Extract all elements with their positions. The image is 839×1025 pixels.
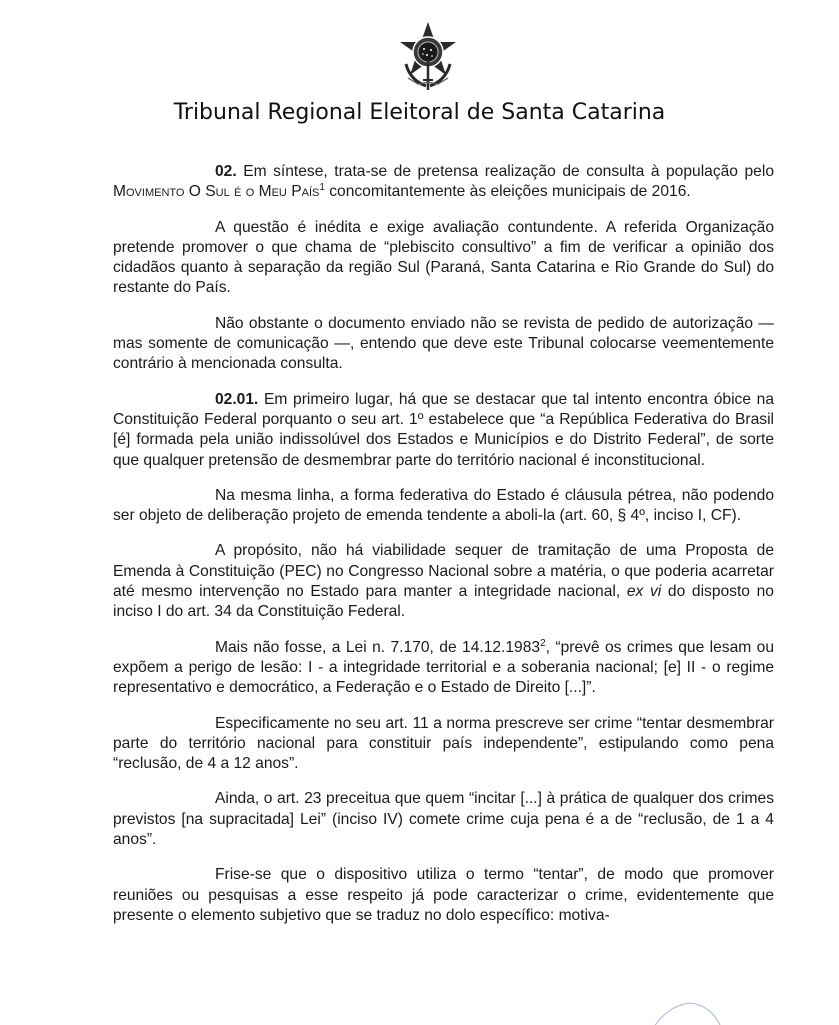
brazil-coat-of-arms-icon: [396, 20, 460, 94]
paragraph-text-segment: 2: [540, 637, 546, 649]
paragraph: [113, 162, 774, 203]
paragraph: [113, 789, 774, 850]
paragraph-text-segment: Em síntese, trata-se de pretensa realização de consulta à população pelo: [236, 163, 774, 180]
paragraph-text-segment: A propósito, não há viabilidade sequer de tramitação de uma Proposta de Emenda à Constituição (PEC) no Congresso Nacional sobre a matéria, o que poderia acarretar até mesmo intervenção no Estado para manter a integridade nacional,: [113, 542, 774, 601]
paragraph-text-segment: Especificamente no seu art. 11 a norma prescreve ser crime “tentar desmembrar parte do território nacional para constituir país independente”, estipulando como pena “reclusão, de 4 a 12 anos”.: [113, 714, 774, 773]
paragraph-text-segment: ex vi: [626, 583, 662, 601]
paragraph: [113, 486, 774, 527]
paragraph-text-segment: 1: [319, 182, 325, 194]
stamp-arc-mark: [650, 985, 730, 1025]
paragraph-text-segment: 02.: [215, 163, 237, 180]
paragraph-text-segment: Não obstante o documento enviado não se revista de pedido de autorização — mas somente de comunicação —, entendo que deve este Tribunal colocarse veementemente contrário à mencionada consulta.: [113, 314, 774, 373]
paragraph: [113, 541, 774, 622]
paragraph-text-segment: concomitantemente às eleições municipais de 2016.: [324, 183, 691, 201]
paragraph: [113, 218, 774, 299]
document-header-title: Tribunal Regional Eleitoral de Santa Catarina: [173, 100, 666, 125]
paragraph: [113, 314, 774, 375]
paragraph-text-segment: Movimento O Sul é o Meu País: [113, 183, 320, 201]
paragraph-text-segment: Ainda, o art. 23 preceitua que quem “incitar [...] à prática de qualquer dos crimes previstos [na supracitada] Lei” (inciso IV) comete crime cuja pena é a de “reclusão, de 1 a 4 anos”.: [113, 790, 774, 849]
paragraph-text-segment: Em primeiro lugar, há que se destacar que tal intento encontra óbice na Constituição Federal porquanto o seu art. 1º estabelece que “a República Federativa do Brasil [é] formada pela união indissolúvel dos Estados e Municípios e do Distrito Federal”, de sorte que qualquer pretensão de desmembrar parte do território nacional é inconstitucional.: [113, 390, 774, 469]
paragraph-text-segment: Frise-se que o dispositivo utiliza o termo “tentar”, de modo que promover reuniões ou pesquisas a esse respeito já pode caracterizar o crime, evidentemente que presente o elemento subjetivo que se traduz no dolo específico: motiva-: [113, 866, 774, 924]
paragraph: [113, 638, 774, 699]
paragraph: [113, 865, 774, 926]
paragraph: [113, 390, 774, 471]
paragraph: [113, 714, 774, 775]
document-body: [113, 162, 774, 941]
paragraph-text-segment: Na mesma linha, a forma federativa do Estado é cláusula pétrea, não podendo ser objeto de deliberação projeto de emenda tendente a aboli-la (art. 60, § 4º, inciso I, CF).: [113, 486, 774, 525]
paragraph-text-segment: do disposto no inciso I do art. 34 da Constituição Federal.: [113, 583, 774, 621]
paragraph-text-segment: , “prevê os crimes que lesam ou expõem a perigo de lesão: I - a integridade territorial e a soberania nacional; [e] II - o regime representativo e democrático, a Federação e o Estado de Direito [...]”.: [113, 638, 775, 697]
paragraph-text-segment: Mais não fosse, a Lei n. 7.170, de 14.12.1983: [215, 638, 541, 656]
paragraph-text-segment: 02.01.: [215, 390, 259, 408]
paragraph-text-segment: A questão é inédita e exige avaliação contundente. A referida Organização pretende promover o que chama de “plebiscito consultivo” a fim de verificar a opinião dos cidadãos quanto à separação da região Sul (Paraná, Santa Catarina e Rio Grande do Sul) do restante do País.: [113, 218, 774, 297]
